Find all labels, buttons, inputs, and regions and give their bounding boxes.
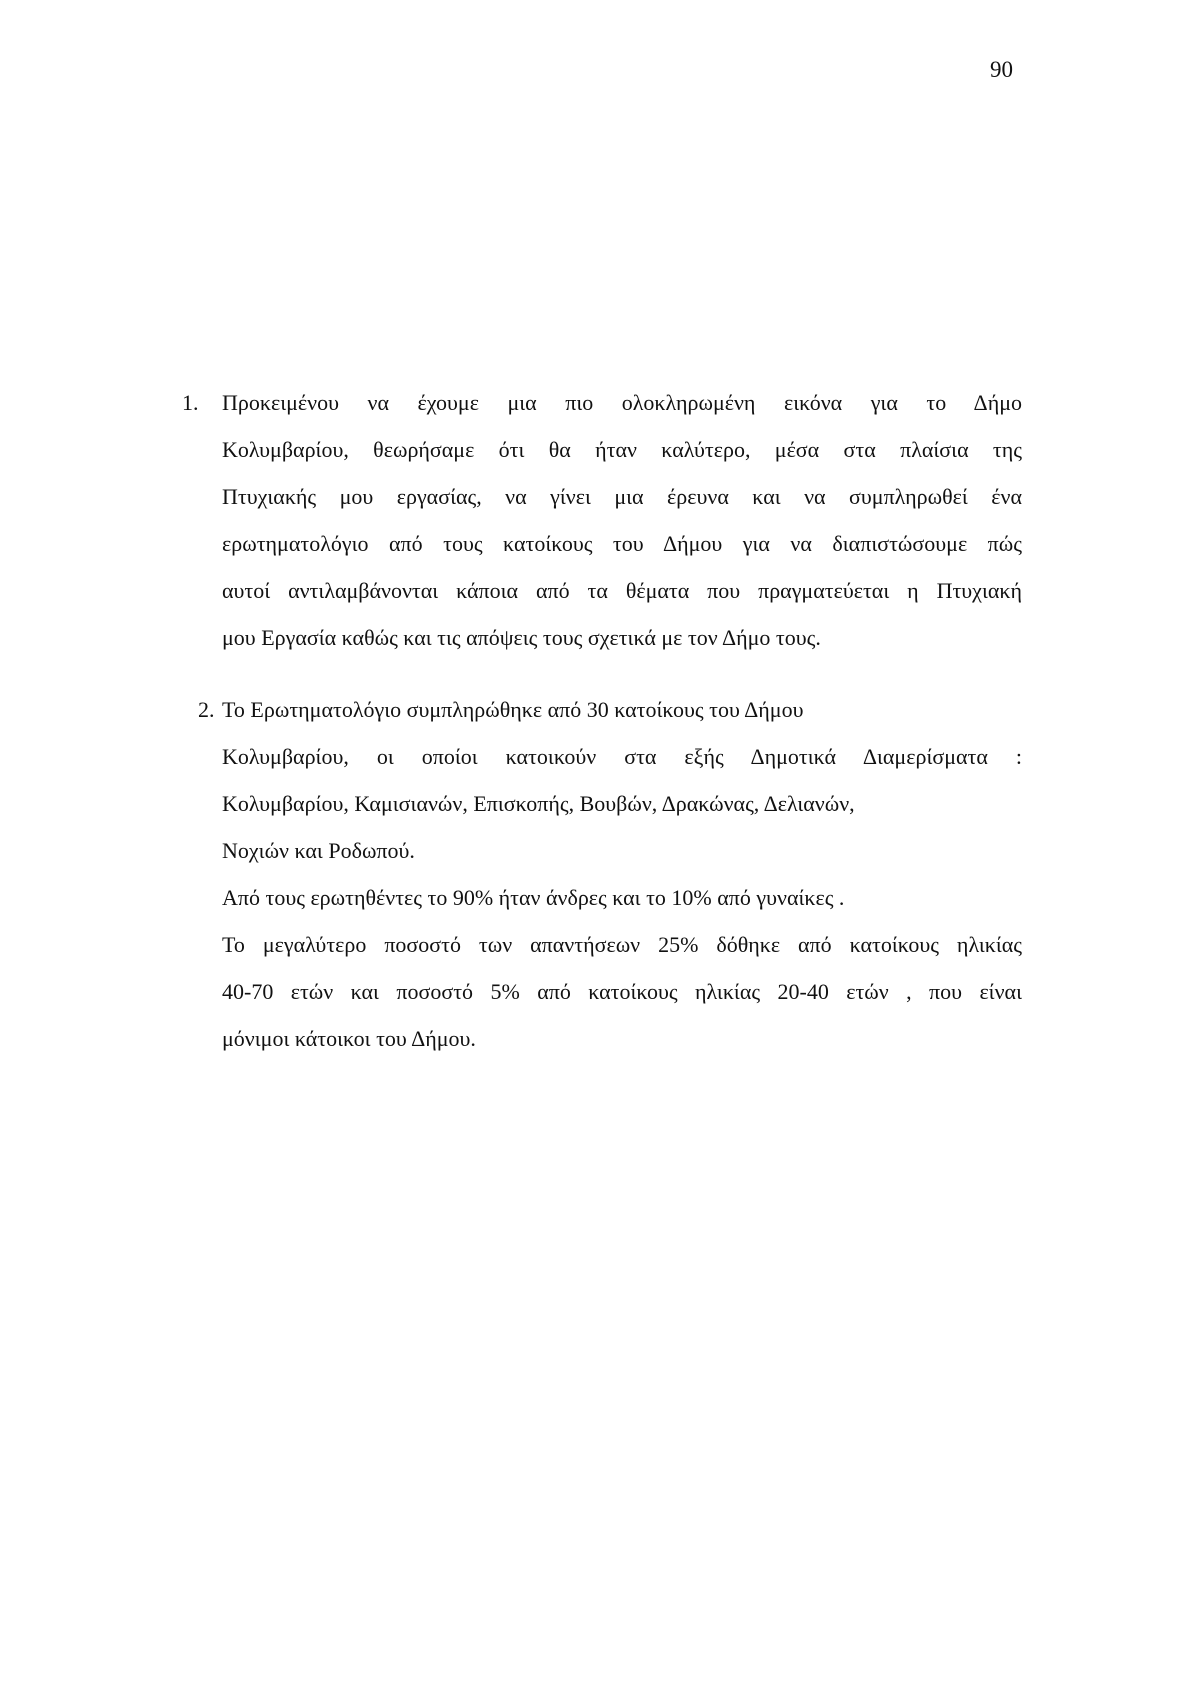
item-2-line-6: Το μεγαλύτερο ποσοστό των απαντήσεων 25% δόθηκε από κατοίκους ηλικίας	[222, 932, 1022, 957]
item-2-line-4: Νοχιών και Ροδωπού.	[222, 838, 415, 863]
item-2-line-8: μόνιμοι κάτοικοι του Δήμου.	[222, 1026, 476, 1051]
item-1-line-1: Προκειμένου να έχουμε μια πιο ολοκληρωμένη εικόνα για το Δήμο	[222, 390, 1022, 415]
item-1-line-5: αυτοί αντιλαμβάνονται κάποια από τα θέματα που πραγματεύεται η Πτυχιακή	[222, 578, 1022, 603]
page-number: 90	[990, 57, 1013, 82]
item-1-line-4: ερωτηματολόγιο από τους κατοίκους του Δήμου για να διαπιστώσουμε πώς	[222, 531, 1022, 556]
item-2-line-3: Κολυμβαρίου, Καμισιανών, Επισκοπής, Βουβών, Δρακώνας, Δελιανών,	[222, 791, 855, 816]
item-2-line-2: Κολυμβαρίου, οι οποίοι κατοικούν στα εξής Δημοτικά Διαμερίσματα :	[222, 744, 1022, 769]
item-2-line-1: Το Ερωτηματολόγιο συμπληρώθηκε από 30 κατοίκους του Δήμου	[222, 697, 804, 722]
item-1-line-6: μου Εργασία καθώς και τις απόψεις τους σχετικά με τον Δήμο τους.	[222, 625, 821, 650]
item-2-marker: 2.	[198, 697, 215, 722]
item-2-line-5: Από τους ερωτηθέντες το 90% ήταν άνδρες και το 10% από γυναίκες .	[222, 885, 845, 910]
item-2-line-7: 40-70 ετών και ποσοστό 5% από κατοίκους ηλικίας 20-40 ετών , που είναι	[222, 979, 1022, 1004]
item-1-marker: 1.	[182, 390, 199, 415]
item-1-line-2: Κολυμβαρίου, θεωρήσαμε ότι θα ήταν καλύτερο, μέσα στα πλαίσια της	[222, 437, 1022, 462]
item-1-line-3: Πτυχιακής μου εργασίας, να γίνει μια έρευνα και να συμπληρωθεί ένα	[222, 484, 1022, 509]
